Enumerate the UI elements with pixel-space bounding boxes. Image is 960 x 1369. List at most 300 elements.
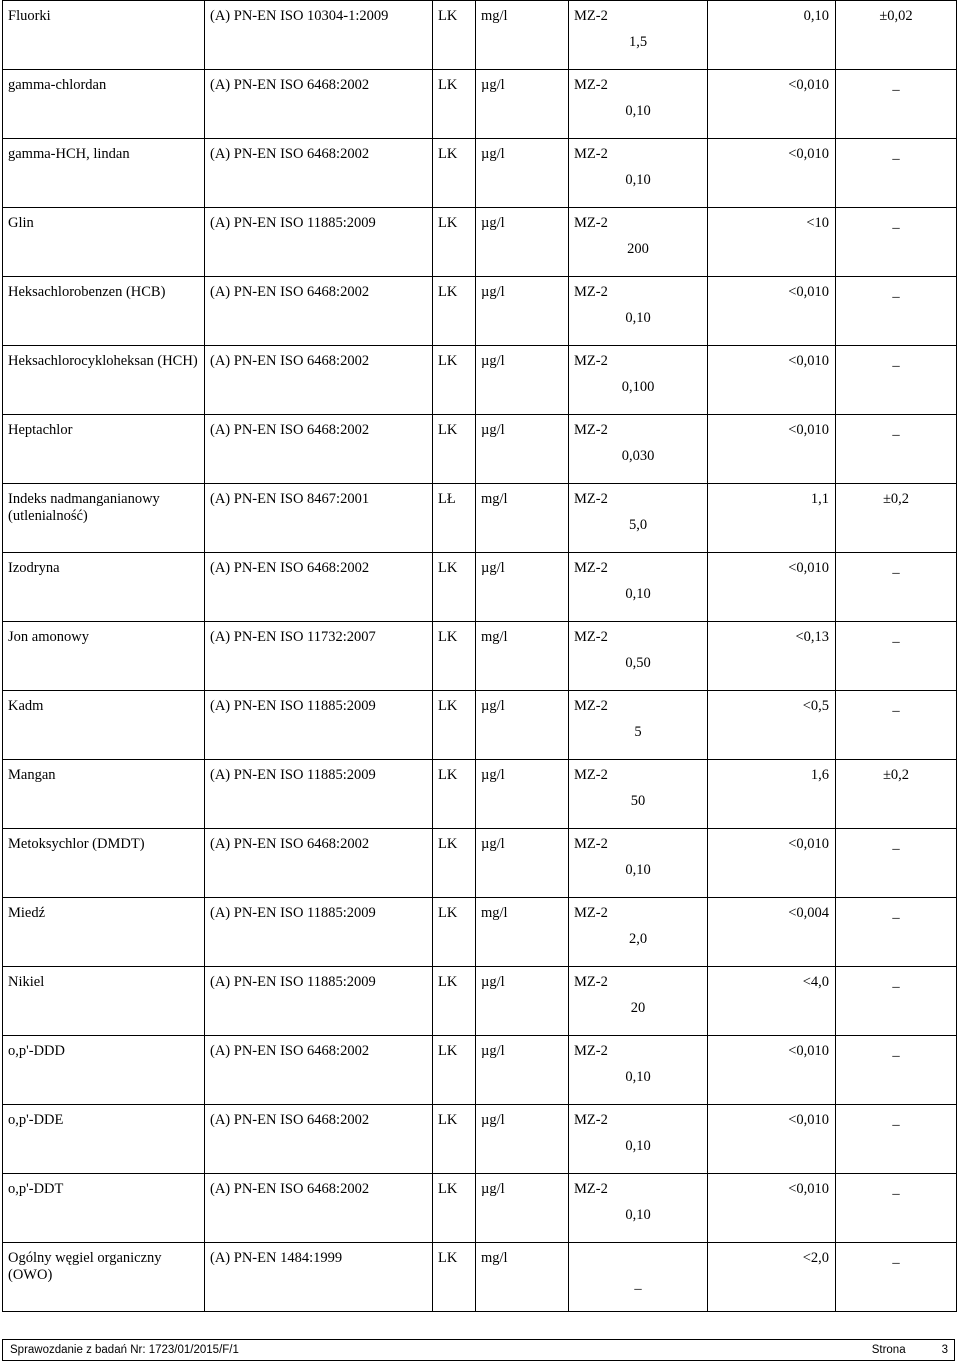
result-value: <10 <box>806 215 829 231</box>
lab-code: LK <box>438 905 458 921</box>
result-value: <4,0 <box>802 974 829 990</box>
sample-cell <box>569 967 708 1036</box>
parameter-cell <box>3 898 205 967</box>
lab-code: LK <box>438 353 458 369</box>
parameter-name: Heksachlorobenzen (HCB) <box>8 284 166 300</box>
limit-value: 0,10 <box>625 862 651 878</box>
sample-id: MZ-2 <box>574 491 608 507</box>
parameter-name: Glin <box>8 215 34 231</box>
result-cell <box>708 208 836 277</box>
result-value: <0,5 <box>802 698 829 714</box>
code-cell <box>433 1174 476 1243</box>
unit-cell <box>476 346 569 415</box>
result-cell <box>708 1 836 70</box>
sample-cell <box>569 1036 708 1105</box>
limit-value: 200 <box>627 241 649 257</box>
limit-value: 0,10 <box>625 1207 651 1223</box>
lab-code: LK <box>438 8 458 24</box>
table-row <box>3 277 957 346</box>
uncertainty-cell <box>836 691 957 760</box>
uncertainty-value: _ <box>892 905 900 921</box>
method-cell <box>205 1105 433 1174</box>
lab-code: LK <box>438 698 458 714</box>
code-cell <box>433 829 476 898</box>
uncertainty-cell <box>836 208 957 277</box>
uncertainty-value: _ <box>892 1112 900 1128</box>
parameter-cell <box>3 829 205 898</box>
method-standard: (A) PN-EN ISO 6468:2002 <box>210 146 370 162</box>
limit-value: 0,10 <box>625 103 651 119</box>
table-row <box>3 1 957 70</box>
result-value: <0,010 <box>788 1043 829 1059</box>
uncertainty-value: _ <box>892 1043 900 1059</box>
lab-code: LK <box>438 422 458 438</box>
sample-id: MZ-2 <box>574 1112 608 1128</box>
sample-id: MZ-2 <box>574 1043 608 1059</box>
unit: µg/l <box>481 146 505 162</box>
uncertainty-cell <box>836 1105 957 1174</box>
sample-cell <box>569 70 708 139</box>
unit-cell <box>476 898 569 967</box>
lab-code: LK <box>438 767 458 783</box>
uncertainty-cell <box>836 1 957 70</box>
sample-cell <box>569 553 708 622</box>
sample-id: MZ-2 <box>574 353 608 369</box>
parameter-name: Heptachlor <box>8 422 73 438</box>
page-number: 3 <box>941 1344 948 1356</box>
limit-value: 0,10 <box>625 172 651 188</box>
table-row <box>3 760 957 829</box>
method-standard: (A) PN-EN ISO 11732:2007 <box>210 629 376 645</box>
uncertainty-value: _ <box>892 284 900 300</box>
code-cell <box>433 70 476 139</box>
table-row <box>3 898 957 967</box>
method-cell <box>205 208 433 277</box>
uncertainty-cell <box>836 967 957 1036</box>
unit: µg/l <box>481 284 505 300</box>
unit: mg/l <box>481 8 508 24</box>
sample-id: MZ-2 <box>574 8 608 24</box>
unit-cell <box>476 208 569 277</box>
sample-id: MZ-2 <box>574 146 608 162</box>
uncertainty-cell <box>836 622 957 691</box>
table-row <box>3 967 957 1036</box>
result-value: <0,010 <box>788 77 829 93</box>
unit: mg/l <box>481 491 508 507</box>
parameter-cell <box>3 622 205 691</box>
method-standard: (A) PN-EN ISO 6468:2002 <box>210 77 370 93</box>
unit-cell <box>476 691 569 760</box>
table-row <box>3 484 957 553</box>
sample-id: MZ-2 <box>574 422 608 438</box>
lab-code: LK <box>438 1181 458 1197</box>
unit-cell <box>476 415 569 484</box>
unit-cell <box>476 553 569 622</box>
limit-value: 0,100 <box>621 379 655 395</box>
limit-value: 1,5 <box>628 34 648 50</box>
method-standard: (A) PN-EN ISO 6468:2002 <box>210 284 370 300</box>
method-cell <box>205 1243 433 1312</box>
method-standard: (A) PN-EN ISO 11885:2009 <box>210 215 376 231</box>
method-cell <box>205 277 433 346</box>
unit: mg/l <box>481 1250 508 1266</box>
result-cell <box>708 967 836 1036</box>
method-standard: (A) PN-EN 1484:1999 <box>210 1250 343 1266</box>
method-standard: (A) PN-EN ISO 11885:2009 <box>210 767 376 783</box>
sample-cell <box>569 1 708 70</box>
parameter-cell <box>3 484 205 553</box>
parameter-cell <box>3 1174 205 1243</box>
limit-value: 0,50 <box>625 655 651 671</box>
result-value: <0,010 <box>788 422 829 438</box>
sample-id: MZ-2 <box>574 77 608 93</box>
result-cell <box>708 829 836 898</box>
method-cell <box>205 760 433 829</box>
report-footer <box>2 1339 955 1361</box>
result-cell <box>708 70 836 139</box>
result-value: <0,004 <box>788 905 829 921</box>
unit-cell <box>476 967 569 1036</box>
parameter-cell <box>3 139 205 208</box>
unit-cell <box>476 760 569 829</box>
uncertainty-value: _ <box>892 215 900 231</box>
limit-value: 0,030 <box>621 448 655 464</box>
limit-value: 5,0 <box>628 517 648 533</box>
result-value: <0,010 <box>788 560 829 576</box>
code-cell <box>433 1036 476 1105</box>
method-cell <box>205 484 433 553</box>
sample-id: MZ-2 <box>574 284 608 300</box>
uncertainty-cell <box>836 1174 957 1243</box>
result-cell <box>708 1036 836 1105</box>
method-cell <box>205 967 433 1036</box>
sample-id: MZ-2 <box>574 836 608 852</box>
unit-cell <box>476 1243 569 1312</box>
method-cell <box>205 622 433 691</box>
sample-cell <box>569 208 708 277</box>
method-cell <box>205 898 433 967</box>
result-cell <box>708 346 836 415</box>
lab-code: LK <box>438 974 458 990</box>
method-standard: (A) PN-EN ISO 6468:2002 <box>210 836 370 852</box>
limit-value: 0,10 <box>625 1138 651 1154</box>
code-cell <box>433 484 476 553</box>
code-cell <box>433 139 476 208</box>
lab-code: LK <box>438 560 458 576</box>
limit-value: 0,10 <box>625 1069 651 1085</box>
sample-id: MZ-2 <box>574 629 608 645</box>
method-cell <box>205 553 433 622</box>
table-row <box>3 622 957 691</box>
parameter-name: gamma-HCH, lindan <box>8 146 130 162</box>
result-value: <0,010 <box>788 284 829 300</box>
unit-cell <box>476 70 569 139</box>
lab-code: LK <box>438 1250 458 1266</box>
unit: µg/l <box>481 698 505 714</box>
report-number: Sprawozdanie z badań Nr: 1723/01/2015/F/1 <box>10 1344 239 1356</box>
page-label: Strona <box>871 1344 906 1356</box>
uncertainty-value: _ <box>892 698 900 714</box>
uncertainty-value: _ <box>892 146 900 162</box>
limit-value: 5 <box>634 724 642 740</box>
parameter-name: Izodryna <box>8 560 60 576</box>
parameter-name: Nikiel <box>8 974 45 990</box>
parameter-name: Heksachlorocykloheksan (HCH) <box>8 353 198 369</box>
lab-code: LK <box>438 836 458 852</box>
parameter-name: gamma-chlordan <box>8 77 107 93</box>
parameter-cell <box>3 760 205 829</box>
sample-cell <box>569 1243 708 1312</box>
uncertainty-cell <box>836 1243 957 1312</box>
sample-cell <box>569 277 708 346</box>
sample-cell <box>569 829 708 898</box>
table-row <box>3 1105 957 1174</box>
parameter-cell <box>3 415 205 484</box>
sample-cell <box>569 898 708 967</box>
lab-code: LŁ <box>438 491 456 507</box>
unit-cell <box>476 277 569 346</box>
unit-cell <box>476 622 569 691</box>
uncertainty-cell <box>836 760 957 829</box>
page-indicator <box>872 1344 948 1356</box>
uncertainty-value: ±0,02 <box>879 8 913 24</box>
code-cell <box>433 346 476 415</box>
table-row <box>3 691 957 760</box>
uncertainty-cell <box>836 898 957 967</box>
uncertainty-cell <box>836 829 957 898</box>
table-row <box>3 139 957 208</box>
lab-code: LK <box>438 1043 458 1059</box>
unit-cell <box>476 139 569 208</box>
parameter-name: Miedź <box>8 905 46 921</box>
parameter-cell <box>3 553 205 622</box>
result-cell <box>708 139 836 208</box>
method-cell <box>205 346 433 415</box>
method-cell <box>205 70 433 139</box>
method-cell <box>205 1174 433 1243</box>
parameter-name: Kadm <box>8 698 44 714</box>
sample-cell <box>569 1174 708 1243</box>
code-cell <box>433 553 476 622</box>
uncertainty-value: _ <box>892 629 900 645</box>
unit: µg/l <box>481 77 505 93</box>
sample-cell <box>569 484 708 553</box>
method-standard: (A) PN-EN ISO 11885:2009 <box>210 698 376 714</box>
parameter-name: Mangan <box>8 767 56 783</box>
unit-cell <box>476 1105 569 1174</box>
uncertainty-cell <box>836 553 957 622</box>
result-cell <box>708 1243 836 1312</box>
result-value: <0,13 <box>795 629 829 645</box>
result-cell <box>708 1174 836 1243</box>
table-row <box>3 1174 957 1243</box>
limit-value: _ <box>634 1276 642 1292</box>
unit: mg/l <box>481 905 508 921</box>
lab-code: LK <box>438 215 458 231</box>
parameter-name: Ogólny węgiel organiczny (OWO) <box>8 1250 162 1283</box>
parameter-cell <box>3 1105 205 1174</box>
code-cell <box>433 967 476 1036</box>
result-value: <0,010 <box>788 1181 829 1197</box>
parameter-name: Fluorki <box>8 8 51 24</box>
result-cell <box>708 553 836 622</box>
result-value: 0,10 <box>803 8 829 24</box>
parameter-cell <box>3 346 205 415</box>
method-standard: (A) PN-EN ISO 8467:2001 <box>210 491 370 507</box>
parameter-cell <box>3 208 205 277</box>
method-standard: (A) PN-EN ISO 6468:2002 <box>210 422 370 438</box>
limit-value: 20 <box>630 1000 646 1016</box>
unit-cell <box>476 829 569 898</box>
lab-code: LK <box>438 1112 458 1128</box>
unit: µg/l <box>481 1181 505 1197</box>
parameter-cell <box>3 1 205 70</box>
uncertainty-value: _ <box>892 422 900 438</box>
code-cell <box>433 1105 476 1174</box>
unit: µg/l <box>481 215 505 231</box>
result-value: <2,0 <box>802 1250 829 1266</box>
uncertainty-value: _ <box>892 77 900 93</box>
uncertainty-cell <box>836 139 957 208</box>
parameter-name: Metoksychlor (DMDT) <box>8 836 145 852</box>
code-cell <box>433 622 476 691</box>
sample-id: MZ-2 <box>574 1181 608 1197</box>
sample-cell <box>569 691 708 760</box>
sample-cell <box>569 622 708 691</box>
uncertainty-cell <box>836 1036 957 1105</box>
uncertainty-value: _ <box>892 1250 900 1266</box>
method-cell <box>205 1036 433 1105</box>
limit-value: 2,0 <box>628 931 648 947</box>
uncertainty-value: _ <box>892 560 900 576</box>
uncertainty-cell <box>836 70 957 139</box>
uncertainty-cell <box>836 484 957 553</box>
sample-cell <box>569 415 708 484</box>
parameter-name: o,p'-DDE <box>8 1112 64 1128</box>
code-cell <box>433 277 476 346</box>
uncertainty-cell <box>836 277 957 346</box>
result-cell <box>708 898 836 967</box>
unit: µg/l <box>481 560 505 576</box>
uncertainty-cell <box>836 415 957 484</box>
code-cell <box>433 208 476 277</box>
parameter-cell <box>3 691 205 760</box>
table-row <box>3 70 957 139</box>
table-row <box>3 829 957 898</box>
lab-code: LK <box>438 77 458 93</box>
uncertainty-value: _ <box>892 836 900 852</box>
limit-value: 0,10 <box>625 586 651 602</box>
unit: µg/l <box>481 1112 505 1128</box>
table-row <box>3 553 957 622</box>
method-cell <box>205 829 433 898</box>
results-table <box>2 0 957 1312</box>
sample-id: MZ-2 <box>574 698 608 714</box>
code-cell <box>433 691 476 760</box>
table-row <box>3 208 957 277</box>
method-cell <box>205 139 433 208</box>
unit-cell <box>476 1 569 70</box>
sample-cell <box>569 346 708 415</box>
code-cell <box>433 1243 476 1312</box>
unit: µg/l <box>481 767 505 783</box>
method-standard: (A) PN-EN ISO 6468:2002 <box>210 1112 370 1128</box>
result-value: <0,010 <box>788 1112 829 1128</box>
lab-code: LK <box>438 146 458 162</box>
sample-cell <box>569 139 708 208</box>
sample-id: MZ-2 <box>574 215 608 231</box>
parameter-cell <box>3 70 205 139</box>
uncertainty-value: ±0,2 <box>882 767 910 783</box>
table-row <box>3 415 957 484</box>
unit: µg/l <box>481 836 505 852</box>
table-row <box>3 1243 957 1312</box>
method-standard: (A) PN-EN ISO 6468:2002 <box>210 1181 370 1197</box>
parameter-cell <box>3 967 205 1036</box>
result-value: <0,010 <box>788 353 829 369</box>
unit: µg/l <box>481 422 505 438</box>
code-cell <box>433 1 476 70</box>
code-cell <box>433 760 476 829</box>
unit-cell <box>476 1036 569 1105</box>
method-standard: (A) PN-EN ISO 11885:2009 <box>210 974 376 990</box>
sample-id: MZ-2 <box>574 560 608 576</box>
result-value: 1,1 <box>810 491 829 507</box>
result-cell <box>708 1105 836 1174</box>
result-value: 1,6 <box>810 767 829 783</box>
method-standard: (A) PN-EN ISO 11885:2009 <box>210 905 376 921</box>
limit-value: 50 <box>630 793 646 809</box>
result-cell <box>708 415 836 484</box>
parameter-name: Jon amonowy <box>8 629 89 645</box>
result-value: <0,010 <box>788 146 829 162</box>
method-standard: (A) PN-EN ISO 6468:2002 <box>210 353 370 369</box>
limit-value: 0,10 <box>625 310 651 326</box>
parameter-cell <box>3 1036 205 1105</box>
sample-cell <box>569 760 708 829</box>
result-cell <box>708 760 836 829</box>
unit-cell <box>476 484 569 553</box>
sample-id: MZ-2 <box>574 905 608 921</box>
result-cell <box>708 622 836 691</box>
result-value: <0,010 <box>788 836 829 852</box>
result-cell <box>708 484 836 553</box>
parameter-name: o,p'-DDT <box>8 1181 64 1197</box>
uncertainty-value: _ <box>892 974 900 990</box>
sample-id: MZ-2 <box>574 974 608 990</box>
method-cell <box>205 415 433 484</box>
method-standard: (A) PN-EN ISO 10304-1:2009 <box>210 8 389 24</box>
sample-cell <box>569 1105 708 1174</box>
code-cell <box>433 415 476 484</box>
unit-cell <box>476 1174 569 1243</box>
result-cell <box>708 277 836 346</box>
uncertainty-value: _ <box>892 1181 900 1197</box>
parameter-name: Indeks nadmanganianowy (utlenialność) <box>8 491 160 524</box>
lab-code: LK <box>438 284 458 300</box>
code-cell <box>433 898 476 967</box>
results-table-body <box>3 1 957 1312</box>
parameter-cell <box>3 277 205 346</box>
uncertainty-value: ±0,2 <box>882 491 910 507</box>
parameter-cell <box>3 1243 205 1312</box>
method-cell <box>205 1 433 70</box>
unit: µg/l <box>481 974 505 990</box>
uncertainty-value: _ <box>892 353 900 369</box>
unit: µg/l <box>481 1043 505 1059</box>
method-standard: (A) PN-EN ISO 6468:2002 <box>210 560 370 576</box>
uncertainty-cell <box>836 346 957 415</box>
